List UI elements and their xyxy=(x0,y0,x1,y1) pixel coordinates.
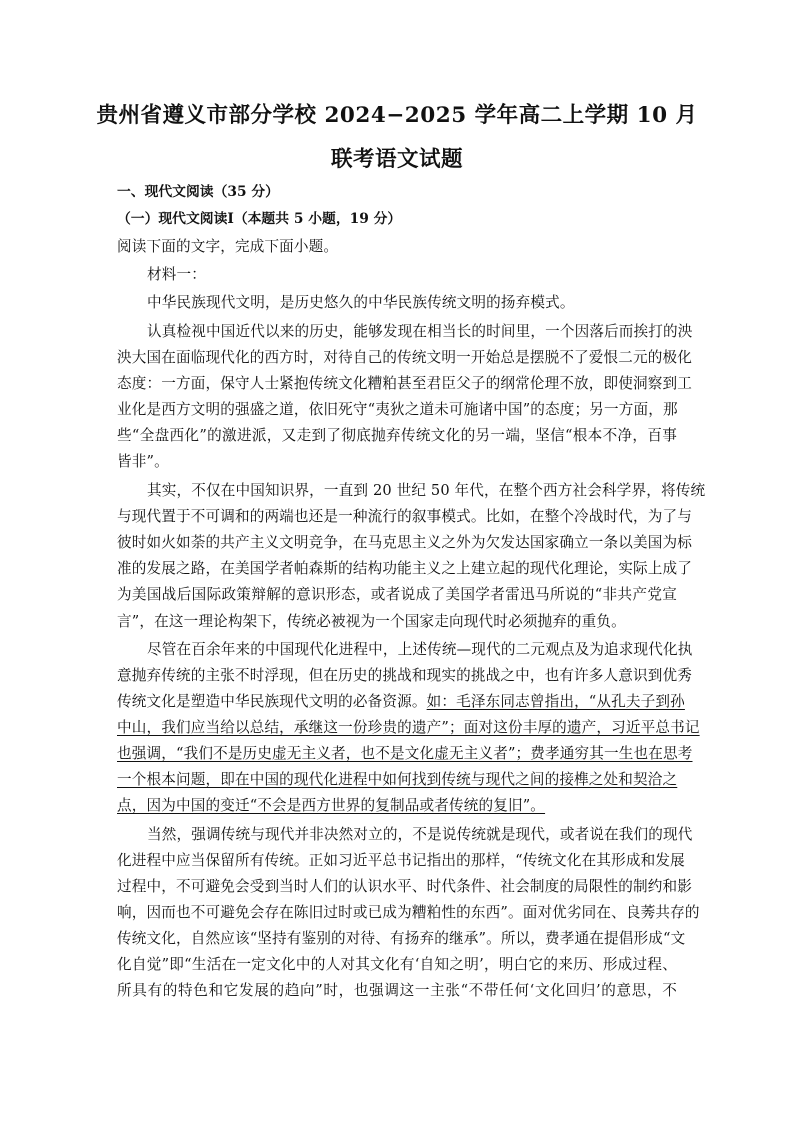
paragraph-line: 过程中，不可避免会受到当时人们的认识水平、时代条件、社会制度的局限性的制约和影 xyxy=(117,878,693,895)
paragraph-line: 言”，在这一理论构架下，传统必被视为一个国家走向现代时必须抛弃的重负。 xyxy=(117,613,626,630)
paragraph-line: 意抛弃传统的主张不时浮现，但在历史的挑战和现实的挑战之中，也有许多人意识到优秀 xyxy=(117,667,693,684)
paragraph-line: 当然，强调传统与现代并非决然对立的，不是说传统就是现代，或者说在我们的现代 xyxy=(147,826,693,843)
exam-title-line1: 贵州省遵义市部分学校 2024−2025 学年高二上学期 10 月 xyxy=(96,103,698,128)
paragraph-line: 认真检视中国近代以来的历史，能够发现在相当长的时间里，一个因落后而挨打的泱 xyxy=(147,323,693,340)
paragraph-line: 泱大国在面临现代化的西方时，对待自己的传统文明一开始总是摆脱不了爱恨二元的极化 xyxy=(117,349,693,366)
underlined-line: 一个根本问题，即在中国的现代化进程中如何找到传统与现代之间的接榫之处和契洽之 xyxy=(117,771,678,788)
subsection-heading: （一）现代文阅读Ⅰ（本题共 5 小题，19 分） xyxy=(117,211,402,227)
underlined-text: 如：毛泽东同志曾指出，“从孔夫子到孙 xyxy=(426,693,685,710)
paragraph-line xyxy=(117,690,685,711)
paragraph-line: 态度：一方面，保守人士紧抱传统文化糟粕甚至君臣父子的纲常伦理不放，即使洞察到工 xyxy=(117,375,693,392)
material-label: 材料一： xyxy=(147,266,206,283)
paragraph-line: 响，因而也不可避免会存在陈旧过时或已成为糟粕性的东西”。面对优劣同在、良莠共存的 xyxy=(117,904,700,921)
paragraph-line: 化进程中应当保留所有传统。正如习近平总书记指出的那样，“传统文化在其形成和发展 xyxy=(117,852,685,869)
underlined-line: 点，因为中国的变迁“不会是西方世界的复制品或者传统的复旧”。 xyxy=(117,797,546,814)
exam-title-line2: 联考语文试题 xyxy=(330,147,463,172)
paragraph-line: 所具有的特色和它发展的趋向”时，也强调这一主张“不带任何‘文化回归’的意思，不 xyxy=(117,982,677,999)
underlined-line: 也强调，“我们不是历史虚无主义者，也不是文化虚无主义者”；费孝通穷其一生也在思考 xyxy=(117,745,693,762)
paragraph-line: 准的发展之路，在美国学者帕森斯的结构功能主义之上建立起的现代化理论，实际上成了 xyxy=(117,560,693,577)
paragraph-line: 中华民族现代文明，是历史悠久的中华民族传统文明的扬弃模式。 xyxy=(147,294,575,311)
paragraph-line: 其实，不仅在中国知识界，一直到 20 世纪 50 年代，在整个西方社会科学界，将传统 xyxy=(147,482,706,499)
paragraph-line: 化自觉”即“生活在一定文化中的人对其文化有‘自知之明’，明白它的来历、形成过程、 xyxy=(117,956,677,973)
paragraph-line: 皆非”。 xyxy=(117,453,169,470)
paragraph-line: 与现代置于不可调和的两端也还是一种流行的叙事模式。比如，在整个冷战时代，为了与 xyxy=(117,508,693,525)
paragraph-line: 彼时如火如荼的共产主义文明竞争，在马克思主义之外为欠发达国家确立一条以美国为标 xyxy=(117,534,693,551)
paragraph-line: 些“全盘西化”的激进派，又走到了彻底抛弃传统文化的另一端，坚信“根本不净，百事 xyxy=(117,427,677,444)
section-heading: 一、现代文阅读（35 分） xyxy=(117,184,279,200)
paragraph-line: 业化是西方文明的强盛之道，依旧死守“夷狄之道未可施诸中国”的态度；另一方面，那 xyxy=(117,401,678,418)
paragraph-line: 传统文化，自然应该“坚持有鉴别的对待、有扬弃的继承”。所以，费孝通在提倡形成“文 xyxy=(117,930,686,947)
paragraph-line: 尽管在百余年来的中国现代化进程中，上述传统—现代的二元观点及为追求现代化执 xyxy=(147,641,693,658)
paragraph-text: 传统文化是塑造中华民族现代文明的必备资源。 xyxy=(117,693,427,710)
paragraph-line: 为美国战后国际政策辩解的意识形态，或者说成了美国学者雷迅马所说的“非共产党宣 xyxy=(117,586,677,603)
instruction-text: 阅读下面的文字，完成下面小题。 xyxy=(117,238,339,255)
underlined-line: 中山，我们应当给以总结，承继这一份珍贵的遗产”；面对这份丰厚的遗产，习近平总书记 xyxy=(117,719,700,736)
